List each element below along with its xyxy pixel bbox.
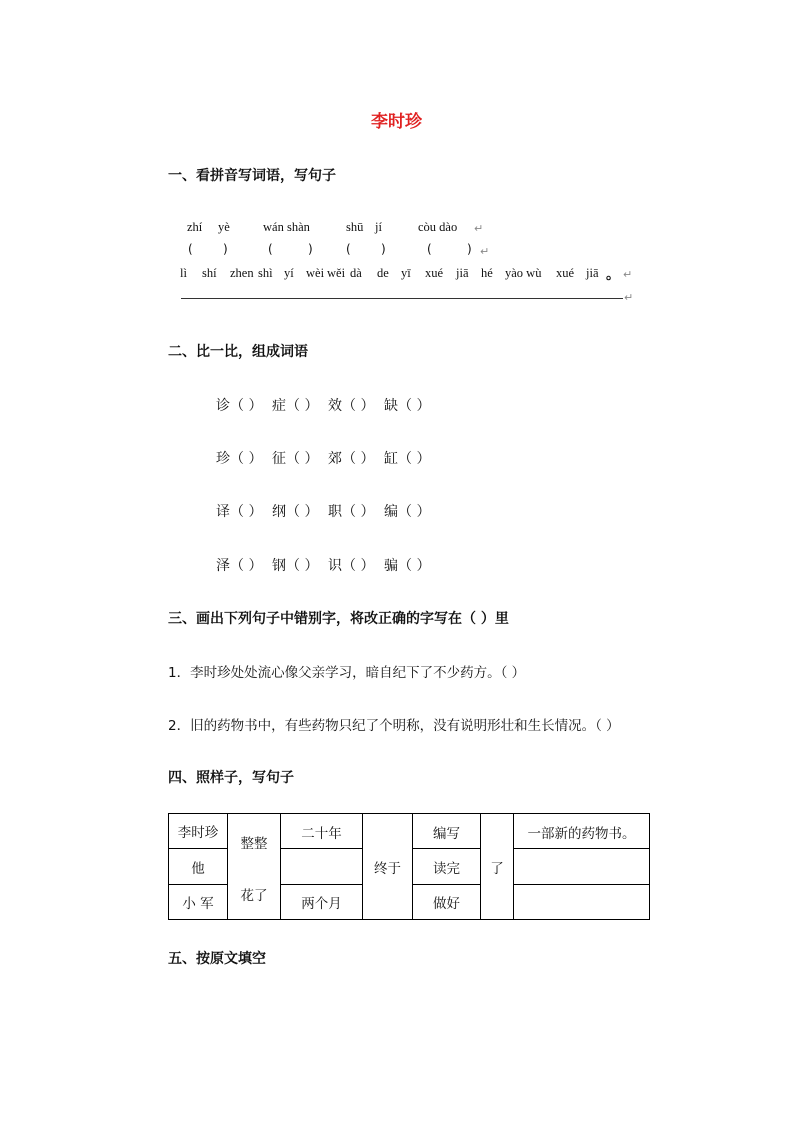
sentence-pinyin: wěi <box>327 266 346 280</box>
char-pair: 征（ ） <box>272 451 319 467</box>
action-cell: 读完 <box>413 849 481 885</box>
return-mark: ↵ <box>474 222 484 235</box>
char-pair: 识（ ） <box>328 558 375 574</box>
sentence-pinyin: xué <box>425 266 444 280</box>
char-pair: 纲（ ） <box>272 504 319 520</box>
answer-paren-open: ( <box>268 242 273 256</box>
pinyin-label: zhí <box>187 220 203 234</box>
char-pair: 译（ ） <box>216 504 263 520</box>
answer-line <box>181 298 623 299</box>
pinyin-label: shū <box>346 220 364 234</box>
char-pair: 缸（ ） <box>384 451 431 467</box>
subject-cell: 小 军 <box>169 885 228 920</box>
pinyin-label: còu dào <box>418 220 458 234</box>
sentence-pattern-table <box>168 813 650 920</box>
section-5-heading: 五、按原文填空 <box>168 951 266 967</box>
action-cell: 编写 <box>413 814 481 849</box>
sentence-pinyin: shí <box>202 266 217 280</box>
verb-text: 花了 <box>240 888 268 904</box>
sentence-pinyin: xué <box>556 266 575 280</box>
char-pair: 症（ ） <box>272 398 319 414</box>
object-cell <box>514 849 650 885</box>
verb-cell <box>228 814 281 920</box>
sentence-pinyin: jiā <box>456 266 469 280</box>
pinyin-label: jí <box>375 220 382 234</box>
sentence-pinyin: yī <box>401 266 411 280</box>
char-pair: 缺（ ） <box>384 398 431 414</box>
answer-paren-open: ( <box>346 242 351 256</box>
char-pair: 郊（ ） <box>328 451 375 467</box>
section-1-heading: 一、看拼音写词语，写句子 <box>168 168 336 184</box>
sentence-pinyin: de <box>377 266 389 280</box>
verb-text: 整整 <box>240 836 268 852</box>
sentence-pinyin: jiā <box>586 266 599 280</box>
answer-paren-close: ) <box>308 242 313 256</box>
le-cell: 了 <box>481 814 514 920</box>
duration-cell <box>281 849 363 885</box>
pinyin-label: yè <box>218 220 230 234</box>
char-pair: 编（ ） <box>384 504 431 520</box>
return-mark: ↵ <box>623 268 633 281</box>
sentence-pinyin: shì <box>258 266 273 280</box>
section-3-heading: 三、画出下列句子中错别字，将改正确的字写在（ ）里 <box>168 611 509 627</box>
page-title: 李时珍 <box>371 112 422 132</box>
duration-cell: 二十年 <box>281 814 363 849</box>
sentence-pinyin: wèi <box>306 266 325 280</box>
sentence-pinyin: lì <box>180 266 187 280</box>
section-2-heading: 二、比一比，组成词语 <box>168 344 308 360</box>
char-pair: 钢（ ） <box>272 558 319 574</box>
sentence-pinyin: hé <box>481 266 493 280</box>
sentence-pinyin: yí <box>284 266 294 280</box>
sentence-pinyin: zhen <box>230 266 254 280</box>
return-mark: ↵ <box>624 291 634 304</box>
char-pair: 骗（ ） <box>384 558 431 574</box>
finally-cell: 终于 <box>363 814 413 920</box>
answer-paren-close: ) <box>223 242 228 256</box>
duration-cell: 两个月 <box>281 885 363 920</box>
return-mark: ↵ <box>480 245 490 258</box>
object-cell: 一部新的药物书。 <box>514 814 650 849</box>
correction-sentence: 2．旧的药物书中，有些药物只纪了个明称，没有说明形壮和生长情况。（ ） <box>168 718 620 734</box>
action-cell: 做好 <box>413 885 481 920</box>
pinyin-label: wán shàn <box>263 220 310 234</box>
answer-paren-close: ) <box>381 242 386 256</box>
sentence-pinyin: dà <box>350 266 362 280</box>
answer-paren-open: ( <box>188 242 193 256</box>
char-pair: 效（ ） <box>328 398 375 414</box>
object-cell <box>514 885 650 920</box>
answer-paren-open: ( <box>427 242 432 256</box>
char-pair: 泽（ ） <box>216 558 263 574</box>
subject-cell: 他 <box>169 849 228 885</box>
correction-sentence: 1．李时珍处处流心像父亲学习，暗自纪下了不少药方。（ ） <box>168 665 526 681</box>
sentence-pinyin: yào wù <box>505 266 542 280</box>
answer-paren-close: ) <box>467 242 472 256</box>
section-4-heading: 四、照样子，写句子 <box>168 770 294 786</box>
subject-cell: 李时珍 <box>169 814 228 849</box>
sentence-period: 。 <box>606 267 620 283</box>
char-pair: 诊（ ） <box>216 398 263 414</box>
char-pair: 珍（ ） <box>216 451 263 467</box>
char-pair: 职（ ） <box>328 504 375 520</box>
